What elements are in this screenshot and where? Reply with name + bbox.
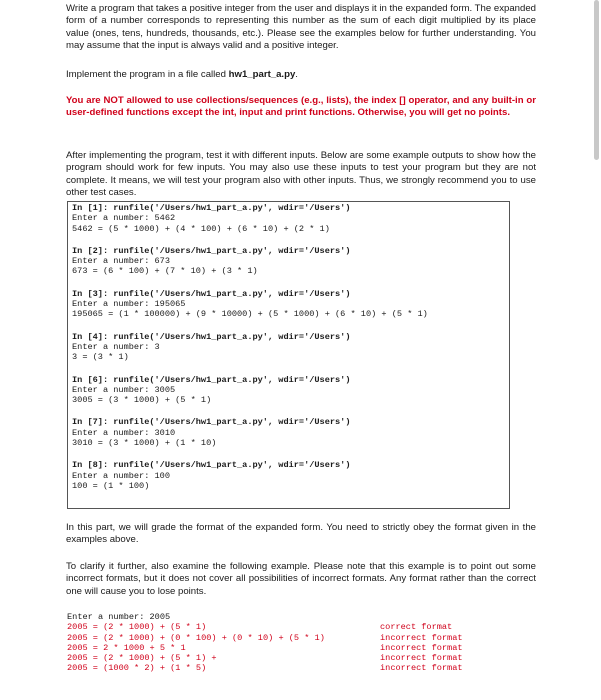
- filename: hw1_part_a.py: [228, 69, 296, 80]
- clarify-paragraph: To clarify it further, also examine the following example. Please note that this example is to point out some incorrect formats, but it does not cover all possibilities of incorrect formats. Any format rather than the correct one will cause you to lose points.: [66, 561, 536, 597]
- console-cell: [72, 417, 505, 448]
- console-cell: [72, 332, 505, 363]
- cell-result: 195065 = (1 * 100000) + (9 * 10000) + (5 * 1000) + (6 * 10) + (5 * 1): [72, 309, 428, 320]
- cell-prompt: Enter a number: 5462: [72, 213, 176, 224]
- cell-input: In [3]: runfile('/Users/hw1_part_a.py', wdir='/Users'): [72, 288, 351, 299]
- format-row: [67, 633, 537, 643]
- grading-paragraph: In this part, we will grade the format of the expanded form. You need to strictly obey the format given in the examples above.: [66, 522, 536, 546]
- cell-result: 3005 = (3 * 1000) + (5 * 1): [72, 395, 212, 406]
- implement-paragraph: [66, 69, 536, 81]
- cell-prompt: Enter a number: 3005: [72, 384, 176, 395]
- cell-input: In [2]: runfile('/Users/hw1_part_a.py', wdir='/Users'): [72, 245, 351, 256]
- format-prompt: Enter a number: 2005: [67, 612, 171, 622]
- format-example: [67, 612, 537, 674]
- console-cell: [72, 203, 505, 234]
- cell-input: In [4]: runfile('/Users/hw1_part_a.py', wdir='/Users'): [72, 331, 351, 342]
- vertical-scrollbar[interactable]: [594, 0, 599, 700]
- scrollbar-thumb[interactable]: [594, 0, 599, 160]
- cell-input: In [7]: runfile('/Users/hw1_part_a.py', wdir='/Users'): [72, 417, 351, 428]
- cell-input: In [1]: runfile('/Users/hw1_part_a.py', wdir='/Users'): [72, 203, 351, 213]
- format-label: incorrect format: [380, 642, 463, 653]
- format-expression: 2005 = (2 * 1000) + (0 * 100) + (0 * 10) + (5 * 1): [67, 632, 325, 643]
- format-label: incorrect format: [380, 653, 463, 664]
- format-label: incorrect format: [380, 663, 463, 674]
- format-label: incorrect format: [380, 632, 463, 643]
- format-label: correct format: [380, 622, 453, 633]
- cell-result: 673 = (6 * 100) + (7 * 10) + (3 * 1): [72, 266, 258, 277]
- console-cell: [72, 375, 505, 406]
- cell-prompt: Enter a number: 673: [72, 256, 170, 267]
- format-expression: 2005 = (2 * 1000) + (5 * 1) +: [67, 653, 217, 664]
- cell-result: 3010 = (3 * 1000) + (1 * 10): [72, 438, 217, 449]
- format-row: [67, 622, 537, 632]
- implement-suffix: .: [295, 69, 298, 80]
- console-cell: [72, 460, 505, 491]
- restriction-warning: You are NOT allowed to use collections/sequences (e.g., lists), the index [] operator, and any built-in or user-defined functions except the int, input and print functions. Otherwise, you will get no points.: [66, 95, 536, 119]
- format-row: [67, 643, 537, 653]
- cell-result: 100 = (1 * 100): [72, 480, 150, 491]
- format-expression: 2005 = 2 * 1000 + 5 * 1: [67, 642, 186, 653]
- format-row: [67, 653, 537, 663]
- cell-prompt: Enter a number: 3: [72, 341, 160, 352]
- testing-paragraph: After implementing the program, test it with different inputs. Below are some example outputs to show how the program should work for few inputs. You may also use these inputs to test your program but they are not complete. It means, we will test your program also with other inputs. Thus, we strongly recommend you to use other test cases.: [66, 150, 536, 199]
- format-expression: 2005 = (2 * 1000) + (5 * 1): [67, 622, 207, 633]
- format-expression: 2005 = (1000 * 2) + (1 * 5): [67, 663, 207, 674]
- console-cell: [72, 289, 505, 320]
- cell-prompt: Enter a number: 100: [72, 470, 170, 481]
- cell-result: 3 = (3 * 1): [72, 352, 129, 363]
- intro-paragraph: Write a program that takes a positive integer from the user and displays it in the expanded form. The expanded form of a number corresponds to representing this number as the sum of each digit multiplied by its place value (ones, tens, hundreds, thousands, etc.). Please see the examples below for further understanding. You may assume that the input is always valid and a positive integer.: [66, 3, 536, 52]
- console-output-box: [67, 201, 510, 509]
- cell-result: 5462 = (5 * 1000) + (4 * 100) + (6 * 10) + (2 * 1): [72, 223, 330, 234]
- cell-input: In [8]: runfile('/Users/hw1_part_a.py', wdir='/Users'): [72, 460, 351, 471]
- implement-prefix: Implement the program in a file called: [66, 69, 229, 80]
- cell-prompt: Enter a number: 195065: [72, 299, 186, 310]
- console-cell: [72, 246, 505, 277]
- format-row: [67, 663, 537, 673]
- cell-input: In [6]: runfile('/Users/hw1_part_a.py', wdir='/Users'): [72, 374, 351, 385]
- cell-prompt: Enter a number: 3010: [72, 427, 176, 438]
